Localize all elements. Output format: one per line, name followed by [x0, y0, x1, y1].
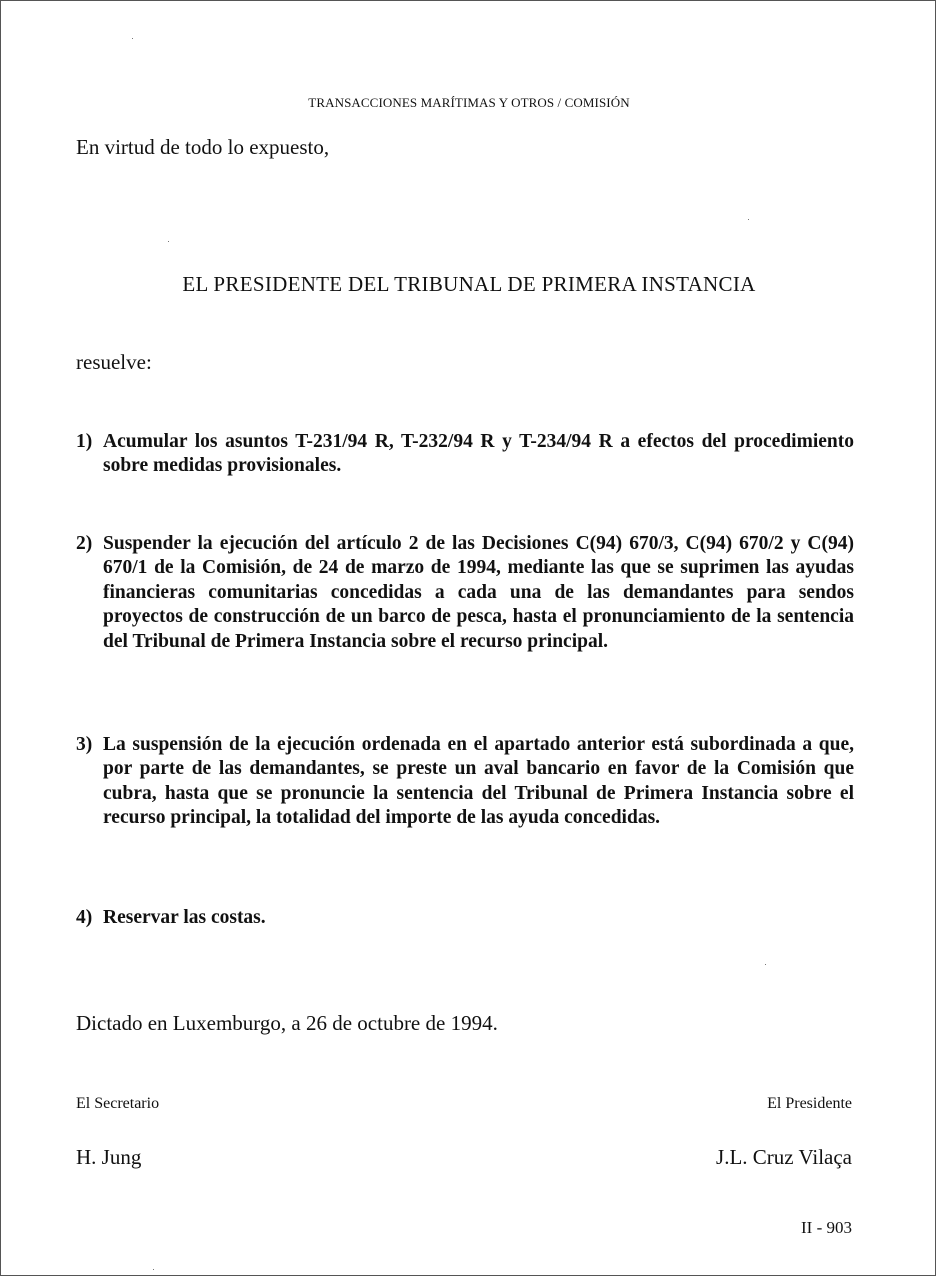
ruling-item-text: Suspender la ejecución del artículo 2 de las Decisiones C(94) 670/3, C(94) 670/2 y C(94) 670/1 de la Comisión, de 24 de marzo de 1994, mediante las que se suprimen las ayudas financieras comunitarias concedidas a cada una de las demandantes para sendos proyectos de construcción de un barco de pesca, hasta el pronunciamiento de la sentencia del Tribunal de Primera Instancia sobre el recurso principal.: [103, 533, 854, 652]
ruling-item-number: 1): [76, 431, 93, 452]
resolves-text: resuelve:: [76, 350, 152, 374]
dictated-text: Dictado en Luxemburgo, a 26 de octubre de 1994.: [76, 1011, 498, 1035]
ruling-item-number: 2): [76, 533, 93, 554]
ruling-item: [76, 733, 854, 831]
ruling-item: [76, 430, 854, 479]
president-name: J.L. Cruz Vilaça: [716, 1145, 852, 1169]
running-header: TRANSACCIONES MARÍTIMAS Y OTROS / COMISIÓN: [308, 95, 630, 110]
ruling-item-number: 4): [76, 907, 93, 928]
scan-speck: [748, 219, 749, 220]
ruling-item: [76, 906, 854, 930]
scan-speck: [132, 38, 133, 39]
secretary-name: H. Jung: [76, 1145, 142, 1169]
secretary-role: El Secretario: [76, 1095, 160, 1112]
intro-text: En virtud de todo lo expuesto,: [76, 135, 330, 159]
page-number: II - 903: [801, 1218, 852, 1237]
president-role: El Presidente: [767, 1095, 852, 1112]
court-heading: EL PRESIDENTE DEL TRIBUNAL DE PRIMERA INSTANCIA: [182, 272, 756, 296]
scan-speck: [765, 964, 766, 965]
ruling-item-number: 3): [76, 734, 93, 755]
scan-speck: [168, 241, 169, 242]
ruling-item-text: Acumular los asuntos T-231/94 R, T-232/94 R y T-234/94 R a efectos del procedimiento sobre medidas provisionales.: [103, 431, 854, 477]
ruling-item-text: La suspensión de la ejecución ordenada en el apartado anterior está subordinada a que, por parte de las demandantes, se preste un aval bancario en favor de la Comisión que cubra, hasta que se pronuncie la sentencia del Tribunal de Primera Instancia sobre el recurso principal, la totalidad del importe de las ayuda concedidas.: [103, 734, 854, 829]
scan-speck: [153, 1269, 154, 1270]
ruling-item-text: Reservar las costas.: [103, 907, 266, 928]
ruling-item: [76, 532, 854, 654]
